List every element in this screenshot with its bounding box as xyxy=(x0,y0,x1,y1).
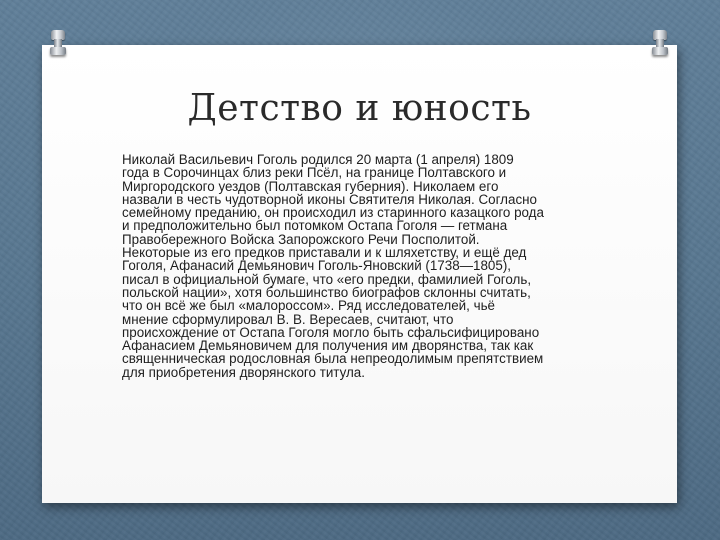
body-line: Афанасием Демьяновичем для получения им дворянства, так как xyxy=(122,338,534,354)
body-line: Правобережного Войска Запорожского Речи Посполитой. xyxy=(122,231,480,247)
body-line: семейному преданию, он происходил из старинного казацкого рода xyxy=(122,205,544,221)
slide-title: Детство и юность xyxy=(187,88,532,129)
push-pin-icon xyxy=(652,30,668,56)
body-line: мнение сформулировал В. В. Вересаев, считают, что xyxy=(122,311,454,327)
body-line: что он всё же был «малороссом». Ряд исследователей, чьё xyxy=(122,298,496,314)
body-line: назвали в честь чудотворной иконы Святителя Николая. Согласно xyxy=(122,191,537,207)
body-line: Миргородского уездов (Полтавская губерния). Николаем его xyxy=(122,178,499,194)
body-line: Гоголя, Афанасий Демьянович Гоголь-Яновский (1738—1805), xyxy=(122,258,512,274)
body-line: Николай Васильевич Гоголь родился 20 марта (1 апреля) 1809 xyxy=(122,152,514,167)
push-pin-icon xyxy=(50,30,66,56)
body-line: происхождение от Остапа Гоголя могло быть сфальсифицировано xyxy=(122,324,540,340)
body-line: священническая родословная была непреодолимым препятствием xyxy=(122,351,544,367)
slide-body-text xyxy=(122,153,607,379)
body-line: для приобретения дворянского титула. xyxy=(122,364,365,380)
body-line: и предположительно был потомком Остапа Гоголя — гетмана xyxy=(122,218,508,234)
body-line: писал в официальной бумаге, что «его предки, фамилией Гоголь, xyxy=(122,271,532,287)
body-line: года в Сорочинцах близ реки Псёл, на границе Полтавского и xyxy=(122,165,507,181)
body-line: польской нации», хотя большинство биографов склонны считать, xyxy=(122,284,531,300)
body-line: Некоторые из его предков приставали и к шляхетству, и ещё дед xyxy=(122,245,527,261)
